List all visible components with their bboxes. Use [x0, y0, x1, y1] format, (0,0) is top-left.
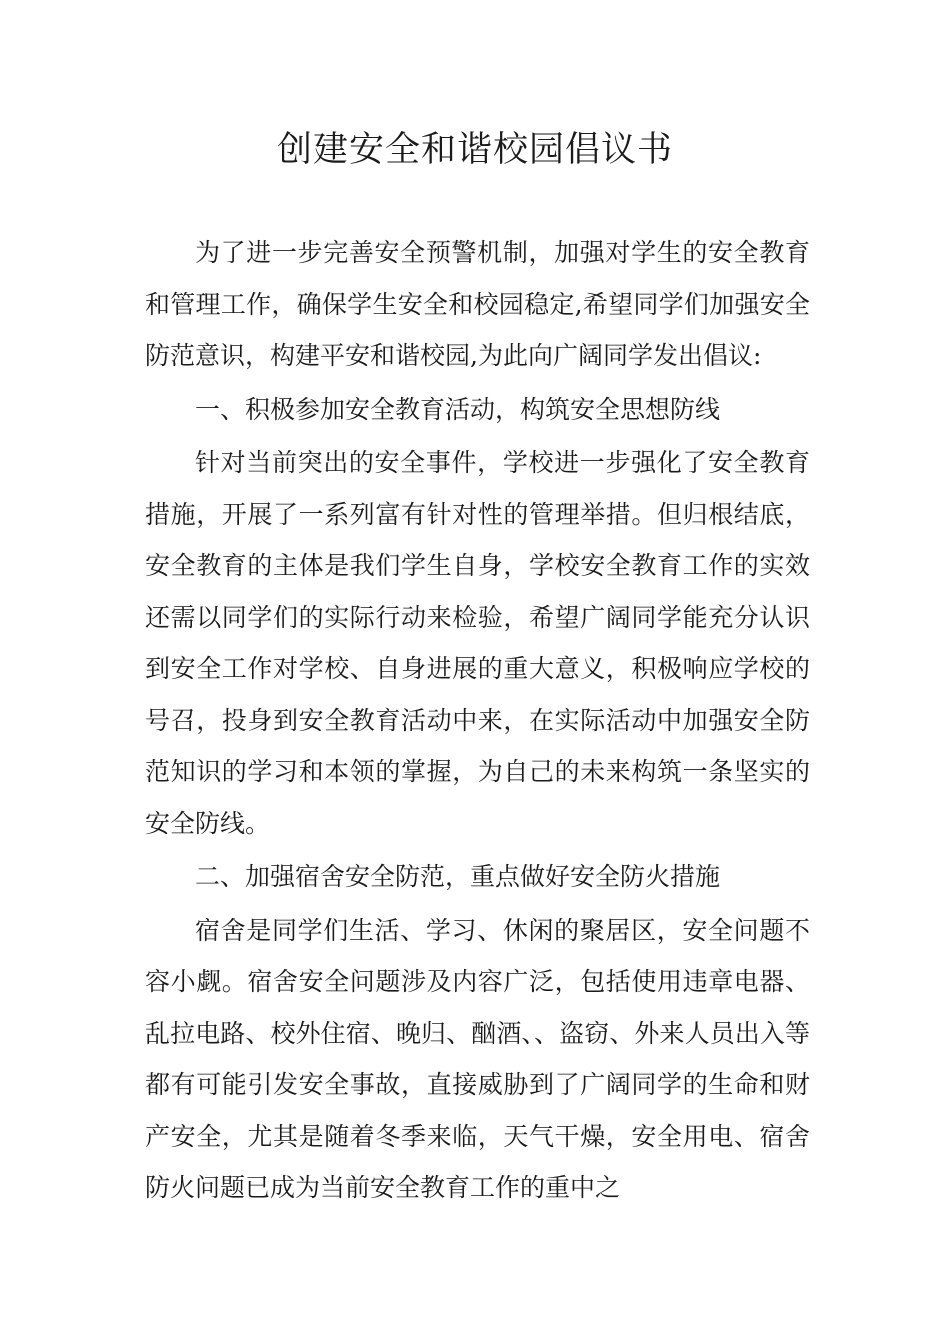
section-2-paragraph: 宿舍是同学们生活、学习、休闲的聚居区，安全问题不容小觑。宿舍安全问题涉及内容广泛，包括使用违章电器、乱拉电路、校外住宿、晚归、酗酒、、盗窃、外来人员出入等都有可能引发安全事故，直接威胁到了广阔同学的生命和财产安全，尤其是随着冬季来临，天气干燥，安全用电、宿舍防火问题已成为当前安全教育工作的重中之 — [145, 915, 810, 1202]
section-heading-2: 二、加强宿舍安全防范，重点做好安全防火措施 — [195, 862, 721, 891]
section-heading-1: 一、积极参加安全教育活动，构筑安全思想防线 — [195, 394, 721, 424]
document-title: 创建安全和谐校园倡议书 — [276, 130, 673, 170]
document-body — [145, 227, 810, 1216]
section-1-paragraph: 针对当前突出的安全事件，学校进一步强化了安全教育措施，开展了一系列富有针对性的管理举措。但归根结底，安全教育的主体是我们学生自身，学校安全教育工作的实效还需以同学们的实际行动来检验，希望广阔同学能充分认识到安全工作对学校、自身进展的重大意义，积极响应学校的号召，投身到安全教育活动中来，在实际活动中加强安全防范知识的学习和本领的掌握，为自己的未来构筑一条坚实的安全防线。 — [145, 448, 810, 838]
intro-paragraph: 为了进一步完善安全预警机制，加强对学生的安全教育和管理工作，确保学生安全和校园稳定,希望同学们加强安全防范意识，构建平安和谐校园,为此向广阔同学发出倡议: — [145, 238, 810, 370]
